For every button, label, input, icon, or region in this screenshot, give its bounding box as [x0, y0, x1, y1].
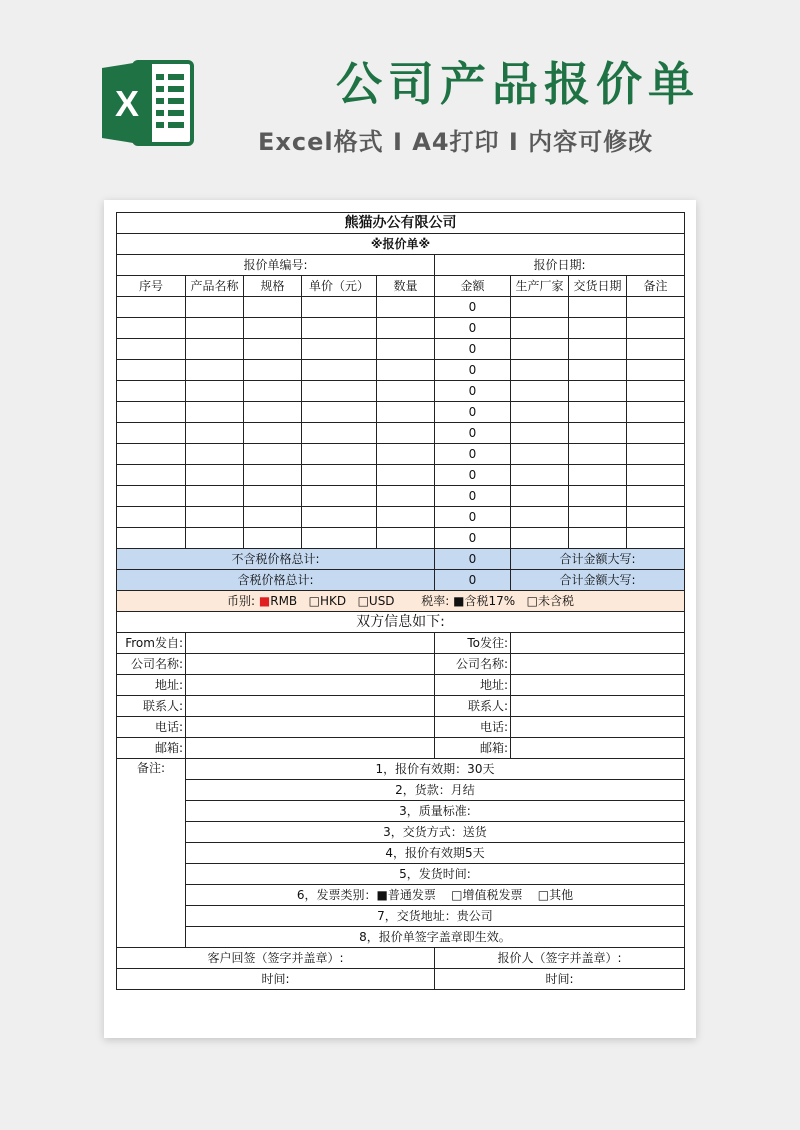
customer-signature-label[interactable]: 客户回签（签字并盖章）:: [117, 948, 435, 969]
amount-cell[interactable]: 0: [435, 444, 511, 465]
customer-time-label[interactable]: 时间:: [117, 969, 435, 990]
to-company-label[interactable]: 公司名称:: [435, 654, 511, 675]
to-phone-label[interactable]: 电话:: [435, 717, 511, 738]
checkbox-empty-icon[interactable]: □: [537, 887, 550, 902]
table-row: [117, 297, 685, 318]
currency-rmb: RMB: [270, 593, 298, 608]
from-email-label[interactable]: 邮箱:: [117, 738, 186, 759]
checkbox-empty-icon[interactable]: □: [357, 593, 369, 608]
checkbox-checked-icon[interactable]: ■: [258, 593, 271, 608]
to-address-value[interactable]: [511, 675, 685, 696]
table-row: [117, 465, 685, 486]
from-phone-label[interactable]: 电话:: [117, 717, 186, 738]
table-row: [117, 423, 685, 444]
table-row: [117, 381, 685, 402]
col-header-amount[interactable]: 金额: [435, 276, 511, 297]
excel-icon: [100, 56, 196, 150]
amount-cell[interactable]: 0: [435, 465, 511, 486]
checkbox-empty-icon[interactable]: □: [526, 593, 538, 608]
table-row: [117, 339, 685, 360]
total-words-label-2[interactable]: 合计金额大写:: [511, 570, 685, 591]
col-header-delivery-date[interactable]: 交货日期: [569, 276, 627, 297]
subtotal-notax-label[interactable]: 不含税价格总计:: [117, 549, 435, 570]
col-header-price[interactable]: 单价（元）: [302, 276, 377, 297]
invoice-type-label: 6，发票类别：: [296, 887, 377, 902]
to-address-label[interactable]: 地址:: [435, 675, 511, 696]
remark-item[interactable]: 2，货款：月结: [186, 780, 685, 801]
checkbox-empty-icon[interactable]: □: [451, 887, 463, 902]
remark-item[interactable]: 3，质量标准:: [186, 801, 685, 822]
table-row: [117, 444, 685, 465]
from-company-value[interactable]: [186, 654, 435, 675]
table-row: [117, 507, 685, 528]
parties-heading[interactable]: 双方信息如下:: [117, 612, 685, 633]
table-row: [117, 360, 685, 381]
subtotal-notax-value[interactable]: 0: [435, 549, 511, 570]
col-header-index[interactable]: 序号: [117, 276, 186, 297]
col-header-note[interactable]: 备注: [627, 276, 685, 297]
amount-cell[interactable]: 0: [435, 381, 511, 402]
excel-logo-letter: X: [114, 83, 140, 124]
amount-cell[interactable]: 0: [435, 339, 511, 360]
amount-cell[interactable]: 0: [435, 360, 511, 381]
to-company-value[interactable]: [511, 654, 685, 675]
from-company-label[interactable]: 公司名称:: [117, 654, 186, 675]
remarks-label[interactable]: 备注:: [117, 759, 186, 948]
remark-item[interactable]: 5，发货时间:: [186, 864, 685, 885]
quote-number-label[interactable]: 报价单编号:: [117, 255, 435, 276]
to-email-label[interactable]: 邮箱:: [435, 738, 511, 759]
quotation-sheet: [104, 200, 696, 1038]
amount-cell[interactable]: 0: [435, 486, 511, 507]
amount-cell[interactable]: 0: [435, 423, 511, 444]
checkbox-empty-icon[interactable]: □: [308, 593, 320, 608]
remark-item[interactable]: 4，报价有效期5天: [186, 843, 685, 864]
to-label[interactable]: To发往:: [435, 633, 511, 654]
remark-item[interactable]: 1，报价有效期：30天: [186, 759, 685, 780]
col-header-product[interactable]: 产品名称: [186, 276, 244, 297]
amount-cell[interactable]: 0: [435, 402, 511, 423]
amount-cell[interactable]: 0: [435, 318, 511, 339]
page-title: 公司产品报价单: [336, 57, 700, 111]
amount-cell[interactable]: 0: [435, 507, 511, 528]
currency-tax-row: [117, 591, 685, 612]
from-email-value[interactable]: [186, 738, 435, 759]
remark-item[interactable]: 3，交货方式：送货: [186, 822, 685, 843]
invoice-normal: 普通发票: [387, 887, 436, 902]
amount-cell[interactable]: 0: [435, 297, 511, 318]
from-label[interactable]: From发自:: [117, 633, 186, 654]
subtotal-tax-row: [117, 570, 685, 591]
subtotal-notax-row: [117, 549, 685, 570]
quotation-table: [116, 212, 685, 990]
from-value[interactable]: [186, 633, 435, 654]
table-row: [117, 528, 685, 549]
to-phone-value[interactable]: [511, 717, 685, 738]
remark-item[interactable]: 8，报价单签字盖章即生效。: [186, 927, 685, 948]
checkbox-checked-icon[interactable]: ■: [453, 593, 465, 608]
doc-title[interactable]: ※报价单※: [117, 234, 685, 255]
quoter-time-label[interactable]: 时间:: [435, 969, 685, 990]
total-words-label-1[interactable]: 合计金额大写:: [511, 549, 685, 570]
amount-cell[interactable]: 0: [435, 528, 511, 549]
banner: [0, 0, 800, 190]
to-value[interactable]: [511, 633, 685, 654]
subtotal-tax-value[interactable]: 0: [435, 570, 511, 591]
from-contact-value[interactable]: [186, 696, 435, 717]
col-header-maker[interactable]: 生产厂家: [511, 276, 569, 297]
tax-excluded: 未含税: [537, 593, 574, 608]
from-phone-value[interactable]: [186, 717, 435, 738]
col-header-spec[interactable]: 规格: [244, 276, 302, 297]
to-contact-label[interactable]: 联系人:: [435, 696, 511, 717]
from-contact-label[interactable]: 联系人:: [117, 696, 186, 717]
table-row: [117, 402, 685, 423]
currency-hkd: HKD: [319, 593, 347, 608]
from-address-label[interactable]: 地址:: [117, 675, 186, 696]
currency-usd: USD: [368, 593, 395, 608]
checkbox-checked-icon[interactable]: ■: [376, 887, 388, 902]
remark-invoice-type[interactable]: [186, 885, 685, 906]
to-contact-value[interactable]: [511, 696, 685, 717]
company-name[interactable]: 熊猫办公有限公司: [117, 213, 685, 234]
col-header-qty[interactable]: 数量: [377, 276, 435, 297]
currency-label: 币别:: [227, 593, 256, 608]
table-row: [117, 486, 685, 507]
from-address-value[interactable]: [186, 675, 435, 696]
to-email-value[interactable]: [511, 738, 685, 759]
invoice-vat: 增值税发票: [462, 887, 523, 902]
subtotal-tax-label[interactable]: 含税价格总计:: [117, 570, 435, 591]
quoter-signature-label[interactable]: 报价人（签字并盖章）:: [435, 948, 685, 969]
page-subtitle: Excel格式 I A4打印 I 内容可修改: [258, 128, 654, 156]
quote-date-label[interactable]: 报价日期:: [435, 255, 685, 276]
tax-included: 含税17%: [464, 593, 516, 608]
table-row: [117, 318, 685, 339]
column-header-row: [117, 276, 685, 297]
taxrate-label: 税率:: [421, 593, 450, 608]
invoice-other: 其他: [549, 887, 574, 902]
remark-item[interactable]: 7，交货地址：贵公司: [186, 906, 685, 927]
